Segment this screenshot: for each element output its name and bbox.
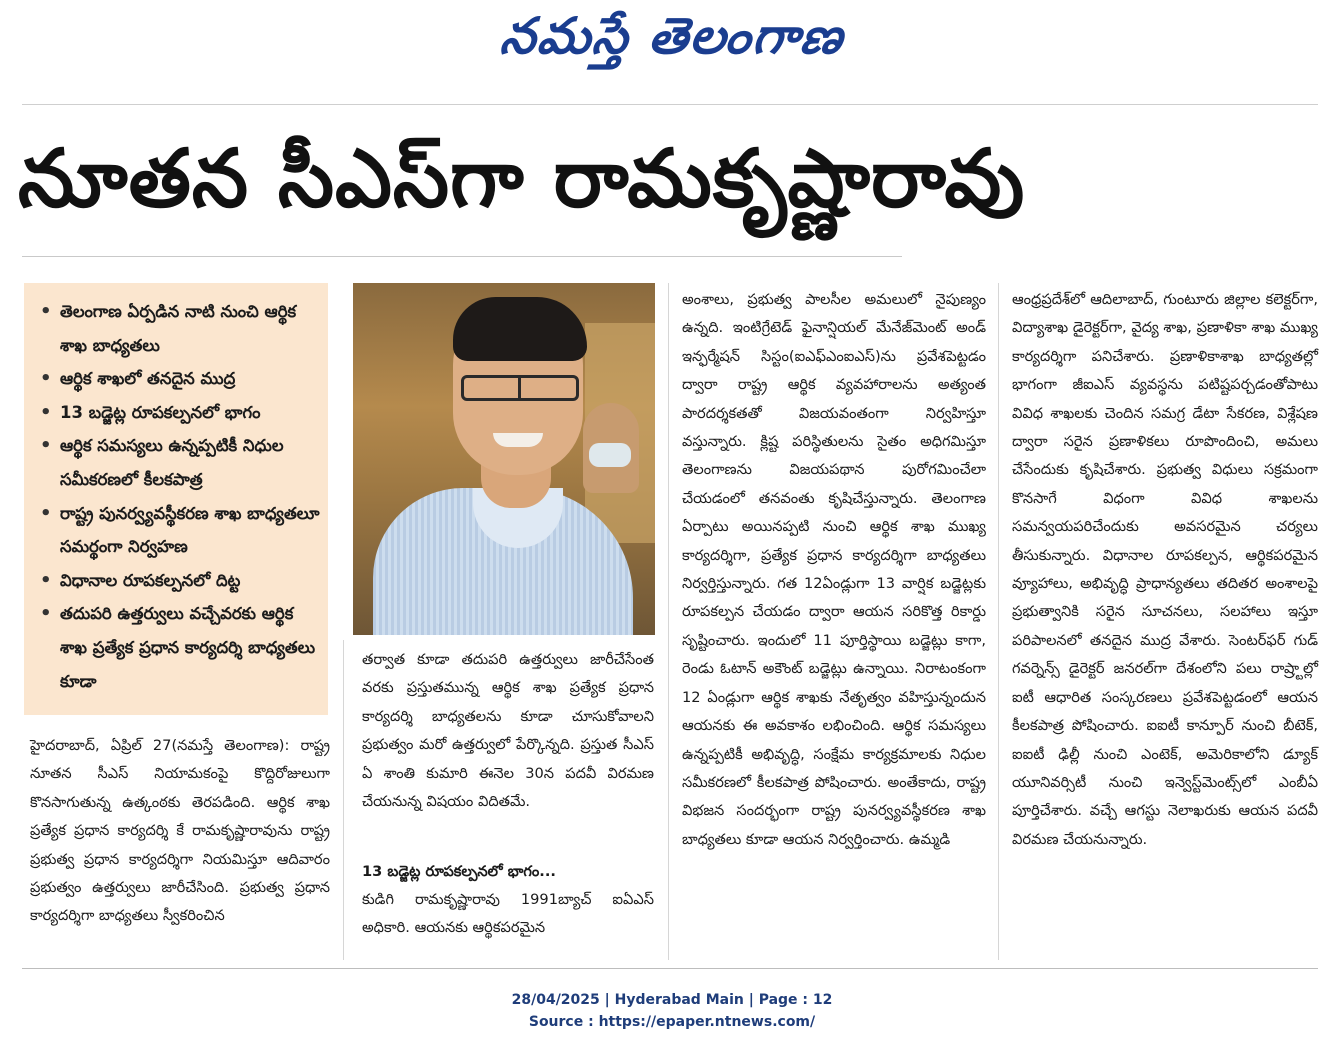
article-column-3 (682, 286, 986, 854)
column-divider (343, 640, 344, 960)
highlight-item: • తదుపరి ఉత్తర్వులు వచ్చేవరకు ఆర్థిక శాఖ ప్రత్యేక ప్రధాన కార్యదర్శి బాధ్యతలు కూడా (40, 597, 320, 698)
smile (493, 433, 543, 447)
highlight-item: • 13 బడ్జెట్ల రూపకల్పనలో భాగం (40, 396, 320, 430)
hair (453, 297, 587, 361)
column-divider (998, 283, 999, 960)
column-divider (668, 283, 669, 960)
face-mask (589, 443, 631, 467)
article-paragraph: హైదరాబాద్, ఏప్రిల్ 27(నమస్తే తెలంగాణ): రాష్ట్ర నూతన సీఎస్ నియామకంపై కొద్దిరోజులుగా కొనసాగుతున్న ఉత్కంఠకు తెరపడింది. ఆర్థిక శాఖ ప్రత్యేక ప్రధాన కార్యదర్శి కే రామకృష్ణారావును రాష్ట్ర ప్రభుత్వ ప్రధాన కార్యదర్శిగా నియమిస్తూ ఆదివారం ప్రభుత్వం ఉత్తర్వులు జారీచేసింది. ప్రభుత్వ ప్రధాన కార్యదర్శిగా బాధ్యతలు స్వీకరించిన (30, 737, 330, 925)
highlight-item: • తెలంగాణ ఏర్పడిన నాటి నుంచి ఆర్థిక శాఖ బాధ్యతలు (40, 295, 320, 362)
highlight-item: • రాష్ట్ర పునర్వ్యవస్థీకరణ శాఖ బాధ్యతలూ సమర్థంగా నిర్వహణ (40, 497, 320, 564)
article-paragraph: తర్వాత కూడా తదుపరి ఉత్తర్వులు జారీచేసేంత వరకు ప్రస్తుతమున్న ఆర్థిక శాఖ ప్రత్యేక ప్రధాన కార్యదర్శి బాధ్యతలను కూడా చూసుకోవాలని ప్రభుత్వం మరో ఉత్తర్వులో పేర్కొన్నది. ప్రస్తుత సీఎస్ ఏ శాంతి కుమారి ఈనెల 30న పదవీ విరమణ చేయనున్న విషయం విదితమే. (362, 651, 654, 811)
article-paragraph: ఆంధ్రప్రదేశ్‌లో ఆదిలాబాద్, గుంటూరు జిల్లాల కలెక్టర్‌గా, విద్యాశాఖ డైరెక్టర్‌గా, వైద్య శాఖ, ప్రణాళికా శాఖ ముఖ్య కార్యదర్శిగా పనిచేశారు. ప్రణాళికాశాఖ బాధ్యతల్లో భాగంగా జీఐఎస్ వ్యవస్థను పటిష్టపర్చడంతోపాటు వివిధ శాఖలకు చెందిన సమగ్ర డేటా సేకరణ, విశ్లేషణ ద్వారా సరైన ప్రణాళికలు రూపొందించి, అమలు చేసేందుకు కృషిచేశారు. ప్రభుత్వ విధులు సక్రమంగా కొనసాగే విధంగా వివిధ శాఖలను సమన్వయపరిచేందుకు అవసరమైన చర్యలు తీసుకున్నారు. విధానాల రూపకల్పన, ఆర్థికపరమైన వ్యూహాలు, అభివృద్ధి ప్రాధాన్యతలు తదితర అంశాలపై ప్రభుత్వానికి సరైన సూచనలు, సలహాలు ఇస్తూ పరిపాలనలో తనదైన ముద్ర వేశారు. సెంటర్‌ఫర్ గుడ్ గవర్నెన్స్ డైరెక్టర్ జనరల్‌గా దేశంలోని పలు రాష్ర్టాల్లో ఐటీ ఆధారిత సంస్కరణలు ప్రవేశపెట్టడంలో ఆయన కీలకపాత్ర పోషించారు. ఐఐటీ కాన్పూర్ నుంచి బీటెక్, ఐఐటీ ఢిల్లీ నుంచి ఎంటెక్, అమెరికాలోని డ్యూక్ యూనివర్సిటీ నుంచి ఇన్వెస్ట్‌మెంట్స్‌లో ఎంబీఏ పూర్తిచేశారు. వచ్చే ఆగస్టు నెలాఖరుకు ఆయన పదవీ విరమణ చేయనున్నారు. (1012, 291, 1318, 848)
article-column-1 (30, 732, 330, 931)
article-column-2-top (362, 646, 654, 816)
headline-text: నూతన సీఎస్‌గా రామకృష్ణారావు (18, 132, 1026, 225)
article-paragraph: కుడిగి రామకృష్ణారావు 1991బ్యాచ్ ఐఏఎస్ అధికారి. ఆయనకు ఆర్థికపరమైన (362, 891, 654, 937)
eyeglasses (461, 375, 579, 401)
edition-info: 28/04/2025 | Hyderabad Main | Page : 12 (511, 992, 833, 1008)
headline (18, 120, 1318, 238)
portrait-photo (353, 283, 655, 635)
source-link[interactable]: Source : https://epaper.ntnews.com/ (528, 1014, 816, 1030)
masthead (0, 6, 1344, 76)
article-subheading: 13 బడ్జెట్ల రూపకల్పనలో భాగం... (362, 863, 556, 880)
highlights-box (24, 283, 328, 715)
headline-divider (22, 256, 902, 257)
bottom-divider (22, 968, 1318, 969)
newspaper-logo: నమస్తే తెలంగాణ (497, 6, 848, 65)
article-paragraph: అంశాలు, ప్రభుత్వ పాలసీల అమలులో నైపుణ్యం ఉన్నది. ఇంటిగ్రేటెడ్ ఫైనాన్షియల్ మేనేజ్‌మెంట్ అండ్ ఇన్ఫర్మేషన్ సిస్టం(ఐఎఫ్ఎంఐఎస్)ను ప్రవేశపెట్టడం ద్వారా రాష్ట్ర ఆర్థిక వ్యవహారాలను అత్యంత పారదర్శకతతో విజయవంతంగా నిర్వహిస్తూ వస్తున్నారు. క్లిష్ట పరిస్థితులను సైతం అధిగమిస్తూ తెలంగాణను విజయపథాన పురోగమించేలా చేయడంలో తనవంతు కృషిచేస్తున్నారు. తెలంగాణ ఏర్పాటు అయినప్పటి నుంచి ఆర్థిక శాఖ ముఖ్య కార్యదర్శిగా, ప్రత్యేక ప్రధాన కార్యదర్శిగా బాధ్యతలు నిర్వర్తిస్తున్నారు. గత 12ఏండ్లుగా 13 వార్షిక బడ్జెట్లకు రూపకల్పన చేయడం ద్వారా ఆయన సరికొత్త రికార్డు సృష్టించారు. ఇందులో 11 పూర్తిస్థాయి బడ్జెట్లు కాగా, రెండు ఓటాన్ అకౌంట్ బడ్జెట్లు ఉన్నాయి. నిరాటంకంగా 12 ఏండ్లుగా ఆర్థిక శాఖకు నేతృత్వం వహిస్తున్నందున ఆయనకు ఈ అవకాశం లభించింది. ఆర్థిక సమస్యలు ఉన్నప్పటికీ అభివృద్ధి, సంక్షేమ కార్యక్రమాలకు నిధుల సమీకరణలో కీలకపాత్ర పోషించారు. అంతేకాదు, రాష్ట్ర విభజన సందర్భంగా రాష్ట్ర పునర్వ్యవస్థీకరణ శాఖ బాధ్యతలు కూడా ఆయన నిర్వర్తించారు. ఉమ్మడి (682, 291, 986, 848)
top-divider (22, 104, 1318, 105)
highlight-item: • ఆర్థిక సమస్యలు ఉన్నప్పటికీ నిధుల సమీకరణలో కీలకపాత్ర (40, 429, 320, 496)
highlight-item: • ఆర్థిక శాఖలో తనదైన ముద్ర (40, 362, 320, 396)
highlights-list (40, 295, 320, 698)
highlight-item: • విధానాల రూపకల్పనలో దిట్ట (40, 564, 320, 598)
article-column-2-bottom (362, 886, 654, 943)
article-column-4 (1012, 286, 1318, 854)
